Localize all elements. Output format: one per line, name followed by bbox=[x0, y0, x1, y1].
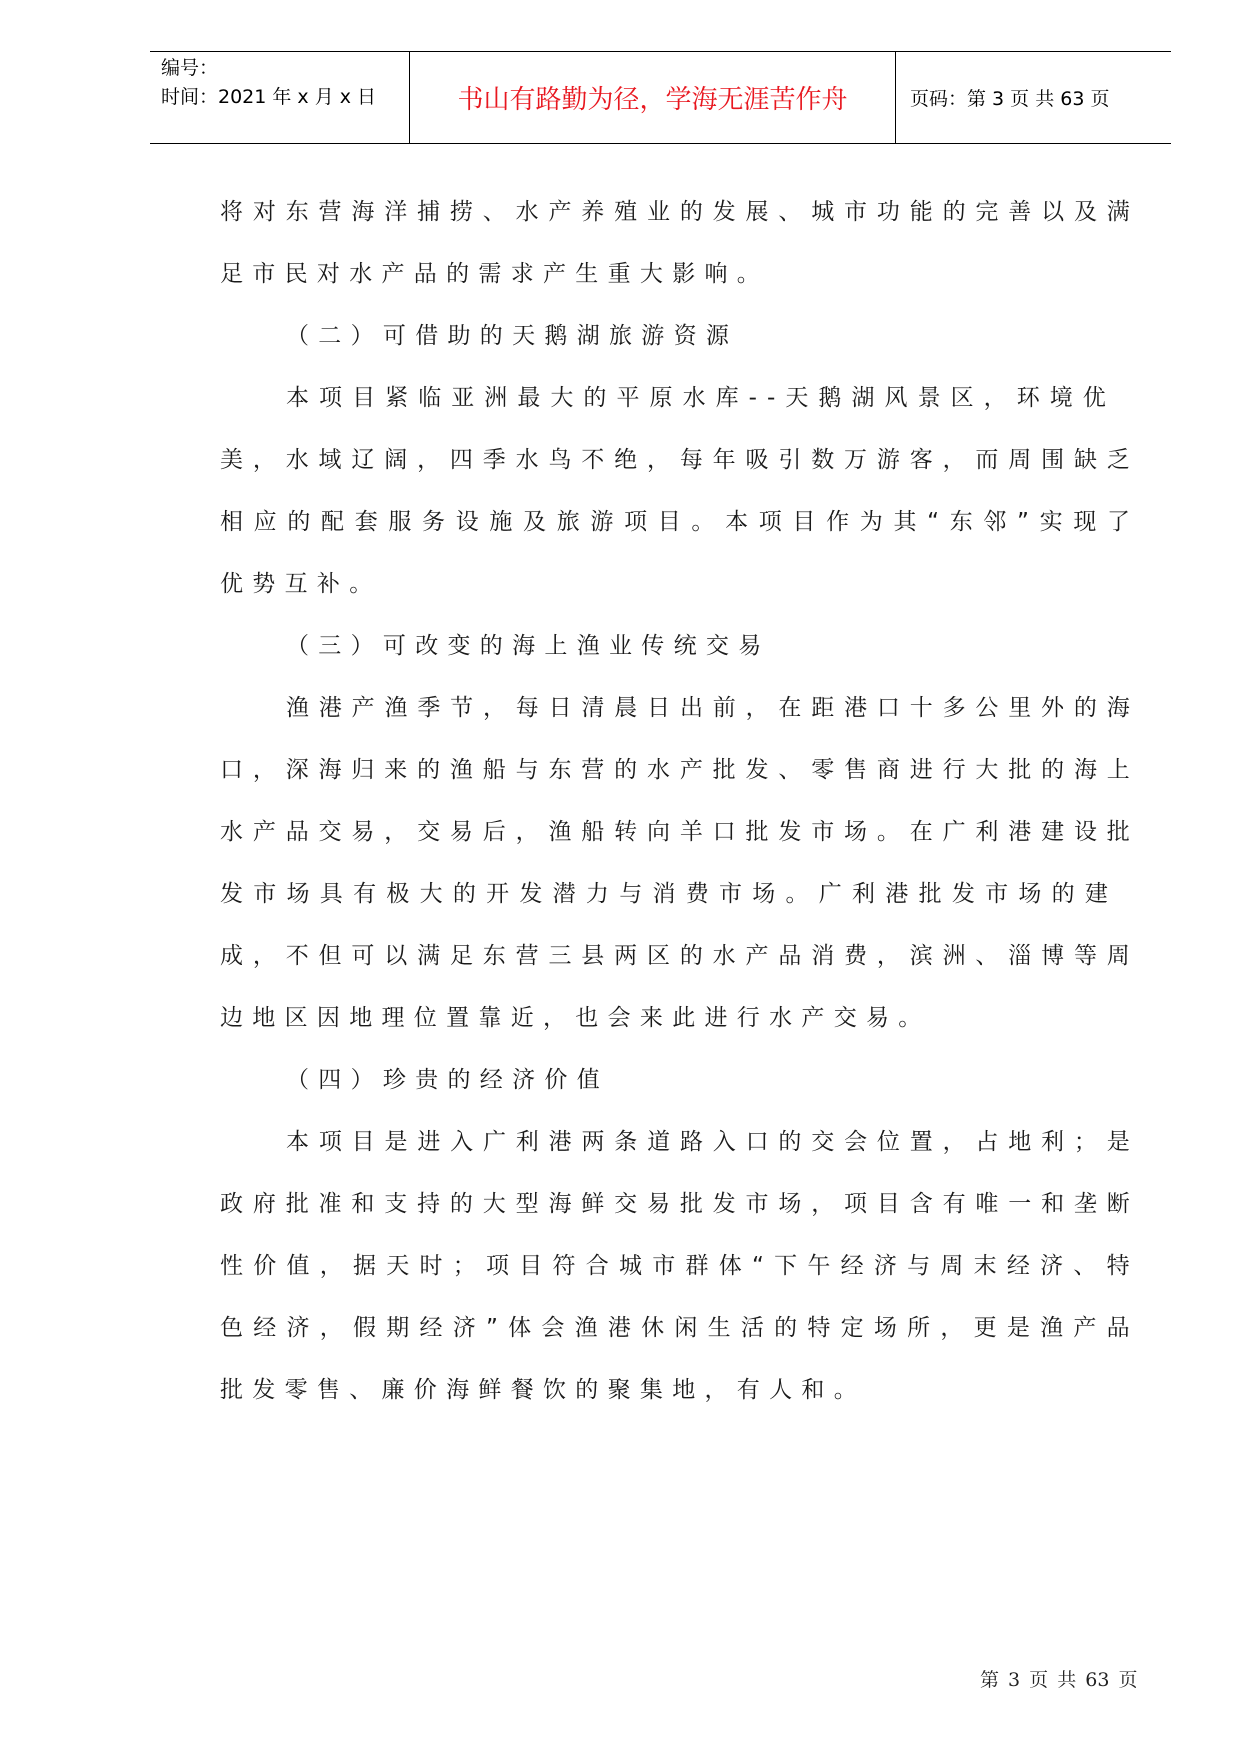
body-line: 色 经 济 ， 假 期 经 济 ” 体 会 渔 港 休 闲 生 活 的 特 定 场 所 ， 更 是 渔 产 品 bbox=[220, 1315, 1130, 1341]
section-heading: （三）可改变的海上渔业传统交易 bbox=[286, 633, 771, 659]
body-line: 水 产 品 交 易 ， 交 易 后 ， 渔 船 转 向 羊 口 批 发 市 场 。 在 广 利 港 建 设 批 bbox=[220, 819, 1130, 845]
body-line: 成 ， 不 但 可 以 满 足 东 营 三 县 两 区 的 水 产 品 消 费 ， 滨 洲 、 淄 博 等 周 bbox=[220, 943, 1130, 969]
body-line: 批发零售、廉价海鲜餐饮的聚集地，有人和。 bbox=[220, 1377, 866, 1403]
section-heading: （四）珍贵的经济价值 bbox=[286, 1067, 609, 1093]
body-line: 本 项 目 是 进 入 广 利 港 两 条 道 路 入 口 的 交 会 位 置 ， 占 地 利 ； 是 bbox=[286, 1129, 1130, 1155]
body-line: 边地区因地理位置靠近，也会来此进行水产交易。 bbox=[220, 1005, 931, 1031]
body-line: 口 ， 深 海 归 来 的 渔 船 与 东 营 的 水 产 批 发 、 零 售 商 进 行 大 批 的 海 上 bbox=[220, 757, 1130, 783]
body-line: 优势互补。 bbox=[220, 571, 382, 597]
page-footer: 第 3 页 共 63 页 bbox=[980, 1669, 1138, 1691]
body-line: 足市民对水产品的需求产生重大影响。 bbox=[220, 261, 770, 287]
body-line: 相 应 的 配 套 服 务 设 施 及 旅 游 项 目 。 本 项 目 作 为 其 “ 东 邻 ” 实 现 了 bbox=[220, 509, 1130, 535]
page-header bbox=[150, 51, 1171, 144]
body-line: 渔 港 产 渔 季 节 ， 每 日 清 晨 日 出 前 ， 在 距 港 口 十 多 公 里 外 的 海 bbox=[286, 695, 1130, 721]
body-line: 性 价 值 ， 据 天 时 ； 项 目 符 合 城 市 群 体 “ 下 午 经 济 与 周 末 经 济 、 特 bbox=[220, 1253, 1130, 1279]
header-page-info: 页码：第 3 页 共 63 页 bbox=[910, 88, 1110, 110]
body-line: 政 府 批 准 和 支 持 的 大 型 海 鲜 交 易 批 发 市 场 ， 项 目 含 有 唯 一 和 垄 断 bbox=[220, 1191, 1130, 1217]
body-line: 美 ， 水 域 辽 阔 ， 四 季 水 鸟 不 绝 ， 每 年 吸 引 数 万 游 客 ， 而 周 围 缺 乏 bbox=[220, 447, 1130, 473]
section-heading: （二）可借助的天鹅湖旅游资源 bbox=[286, 323, 739, 349]
header-motto: 书山有路勤为径，学海无涯苦作舟 bbox=[457, 85, 848, 115]
body-line: 发 市 场 具 有 极 大 的 开 发 潜 力 与 消 费 市 场 。 广 利 港 批 发 市 场 的 建 bbox=[220, 881, 1108, 907]
doc-number-label: 编号： bbox=[161, 57, 219, 79]
doc-date-label: 时间：2021 年 x 月 x 日 bbox=[161, 86, 377, 108]
header-page-cell bbox=[896, 52, 1171, 143]
header-motto-cell bbox=[410, 52, 896, 143]
body-line: 将 对 东 营 海 洋 捕 捞 、 水 产 养 殖 业 的 发 展 、 城 市 功 能 的 完 善 以 及 满 bbox=[220, 199, 1130, 225]
body-line: 本 项 目 紧 临 亚 洲 最 大 的 平 原 水 库 - - 天 鹅 湖 风 景 区 ， 环 境 优 bbox=[286, 385, 1106, 411]
header-meta-cell bbox=[150, 52, 410, 143]
